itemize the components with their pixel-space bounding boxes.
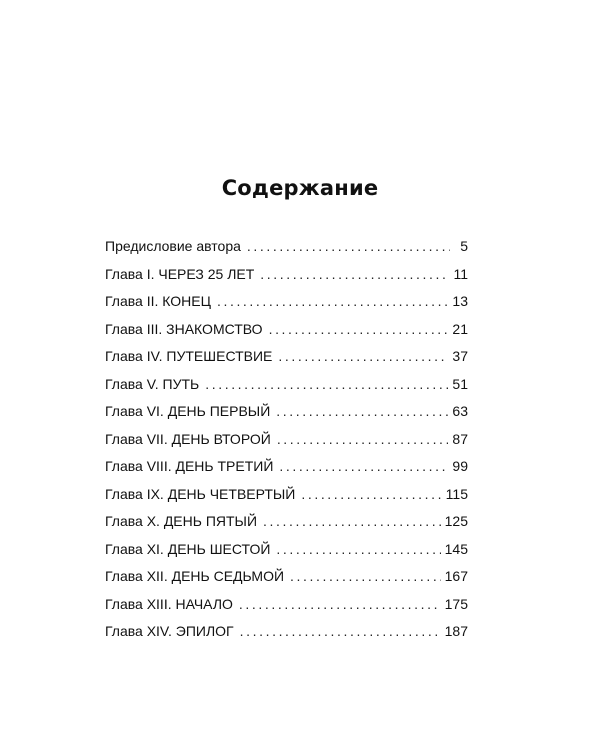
toc-dot-leader [260,266,449,282]
toc-dot-leader [276,403,448,419]
toc-entry [105,321,468,349]
toc-entry-title: Глава XIV. ЭПИЛОГ [105,623,234,639]
toc-page-number: 87 [452,430,468,447]
toc-entry [105,293,468,321]
toc-dot-leader [239,596,441,612]
toc-entry-title: Глава III. ЗНАКОМСТВО [105,320,263,337]
toc-entry [105,403,468,431]
toc-entry-title: Глава IX. ДЕНЬ ЧЕТВЕРТЫЙ [105,485,296,502]
toc-dot-leader [240,623,441,639]
toc-entry-title: Глава X. ДЕНЬ ПЯТЫЙ [105,513,258,529]
page-title: Содержание [221,176,379,200]
toc-dot-leader [278,348,448,364]
toc-entry-title: Предисловие автора [105,238,241,254]
toc-page-number: 5 [460,238,468,254]
toc-entry-title: Глава VIII. ДЕНЬ ТРЕТИЙ [105,458,274,474]
toc-dot-leader [205,376,448,392]
toc-page-number: 125 [444,513,468,529]
toc-dot-leader [279,458,448,474]
toc-page-number: 13 [452,293,468,309]
toc-entry [105,596,468,624]
toc-dot-leader [263,513,441,529]
toc-dot-leader [247,238,450,254]
toc-entry [105,541,468,569]
toc-entry [105,266,468,294]
toc-entry [105,513,468,541]
toc-entry [105,348,468,376]
toc-dot-leader [290,568,441,584]
toc-entry-title: Глава V. ПУТЬ [105,375,200,392]
toc-entry-title: Глава XII. ДЕНЬ СЕДЬМОЙ [105,568,285,584]
toc-page-number: 51 [452,375,468,392]
toc-entry-title: Глава XI. ДЕНЬ ШЕСТОЙ [105,540,271,557]
toc-entry [105,431,468,459]
table-of-contents [105,238,468,651]
toc-entry [105,458,468,486]
toc-dot-leader [301,486,441,502]
toc-entry [105,568,468,596]
toc-entry-title: Глава II. КОНЕЦ [105,293,211,309]
toc-page-number: 145 [444,540,468,557]
toc-page-number: 115 [445,485,468,502]
toc-entry [105,238,468,266]
toc-entry [105,486,468,514]
toc-page-number: 99 [452,458,468,474]
toc-entry-title: Глава IV. ПУТЕШЕСТВИЕ [105,348,273,364]
toc-page-number: 21 [452,320,468,337]
toc-page-number: 175 [444,595,468,612]
toc-page-number: 63 [452,403,468,419]
toc-page-number: 11 [453,265,468,282]
toc-entry-title: Глава VI. ДЕНЬ ПЕРВЫЙ [105,403,271,419]
toc-entry [105,376,468,404]
toc-dot-leader [276,541,440,557]
toc-dot-leader [269,321,449,337]
toc-page-number: 37 [452,348,468,364]
toc-entry [105,623,468,651]
toc-page-number: 187 [444,623,468,639]
toc-dot-leader [277,431,449,447]
toc-page-number: 167 [444,568,468,584]
toc-dot-leader [217,293,448,309]
toc-entry-title: Глава I. ЧЕРЕЗ 25 ЛЕТ [105,265,255,282]
toc-entry-title: Глава XIII. НАЧАЛО [105,595,233,612]
toc-entry-title: Глава VII. ДЕНЬ ВТОРОЙ [105,430,271,447]
